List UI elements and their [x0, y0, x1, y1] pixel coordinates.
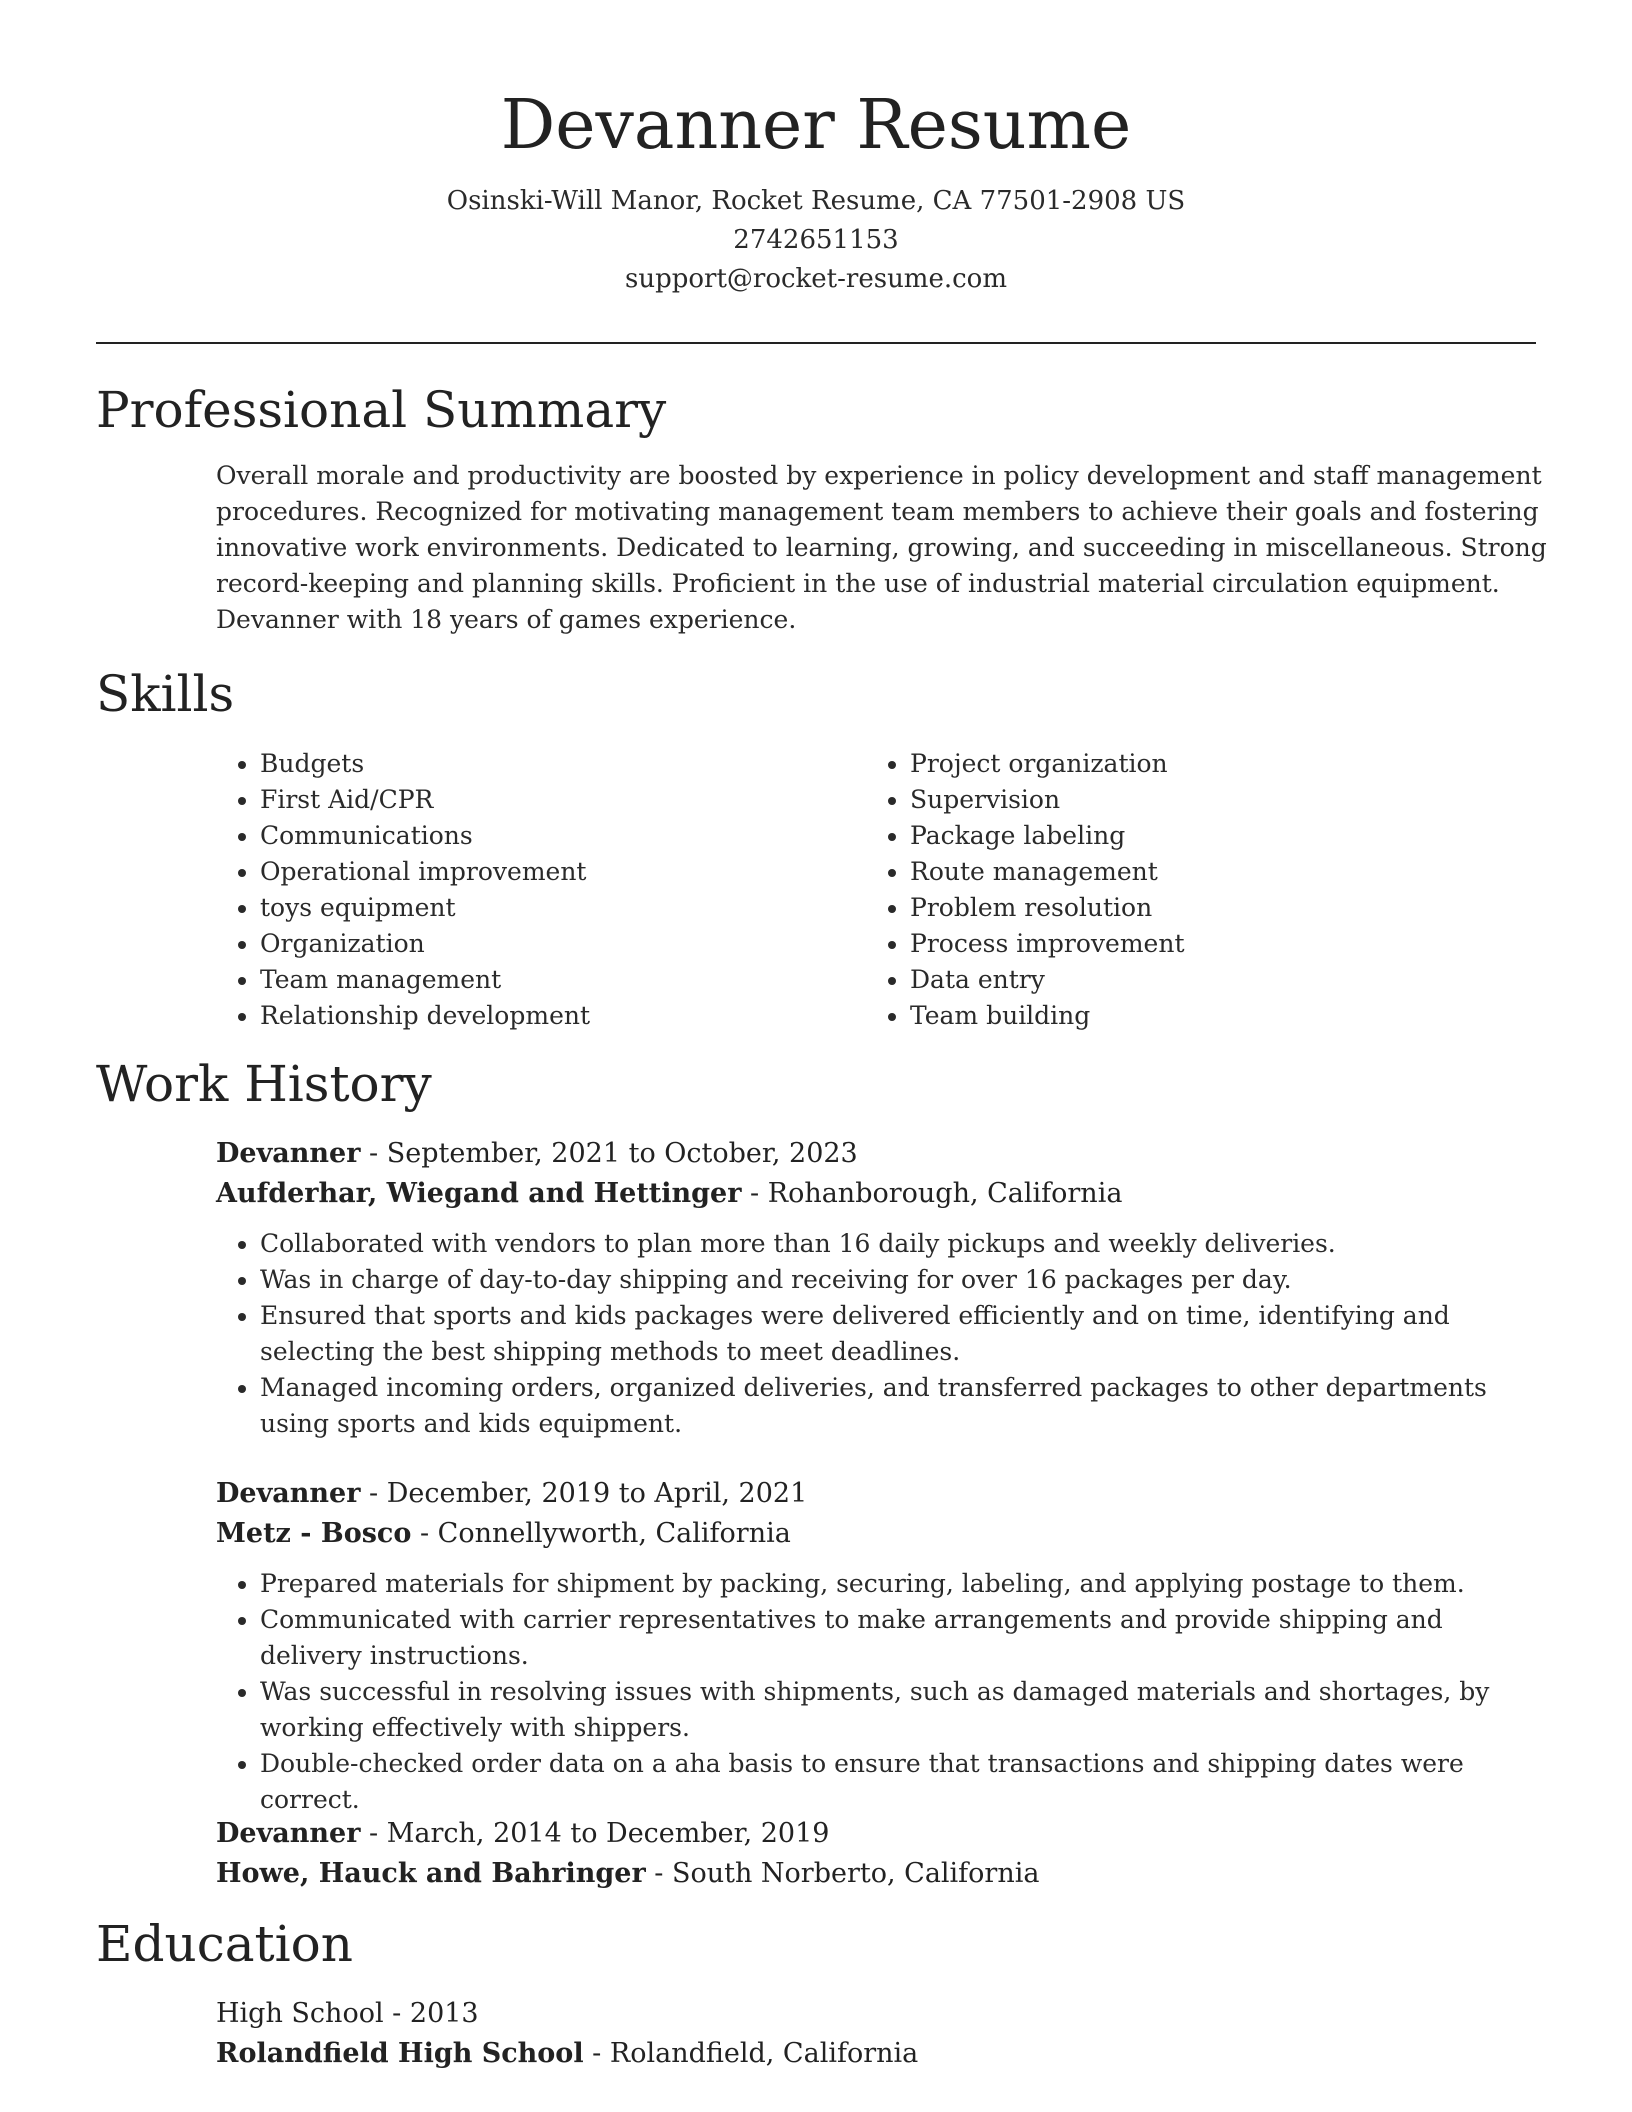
- job-bullets: [216, 1226, 1536, 1442]
- skill-item: • toys equipment: [260, 890, 866, 926]
- contact-address: Osinski-Will Manor, Rocket Resume, CA 77501-2908 US: [446, 186, 1186, 216]
- job-location: Rohanborough, California: [767, 1178, 1123, 1209]
- job-company: Metz - Bosco: [216, 1518, 412, 1549]
- separator: -: [360, 1818, 387, 1849]
- job-company-line: [216, 1174, 1536, 1214]
- education-year: 2013: [409, 1998, 479, 2029]
- job-entry: [216, 1814, 1536, 1894]
- job-location: Connellyworth, California: [437, 1518, 791, 1549]
- contact-block: [96, 182, 1536, 299]
- education-location: Rolandfield, California: [609, 2038, 919, 2069]
- skill-item: • Team building: [910, 998, 1516, 1034]
- skills-column-right: [866, 746, 1516, 1034]
- separator: -: [383, 1998, 410, 2029]
- skill-item: • First Aid/CPR: [260, 782, 866, 818]
- education-entry: [216, 1994, 1536, 2074]
- header-divider: [96, 342, 1536, 344]
- job-company: Aufderhar, Wiegand and Hettinger: [216, 1178, 742, 1209]
- job-company: Howe, Hauck and Bahringer: [216, 1858, 646, 1889]
- skill-item: • Project organization: [910, 746, 1516, 782]
- skill-item: • Organization: [260, 926, 866, 962]
- skill-item: • Team management: [260, 962, 866, 998]
- job-bullet: • Communicated with carrier representatives to make arrangements and provide shipping and delivery instructions.: [260, 1602, 1536, 1674]
- job-dates: September, 2021 to October, 2023: [386, 1138, 858, 1169]
- education-school-line: [216, 2034, 1536, 2074]
- job-bullet: • Ensured that sports and kids packages were delivered efficiently and on time, identifying and selecting the best shipping methods to meet deadlines.: [260, 1298, 1536, 1370]
- job-bullet: • Was in charge of day-to-day shipping and receiving for over 16 packages per day.: [260, 1262, 1536, 1298]
- separator: -: [741, 1178, 768, 1209]
- job-bullet: • Double-checked order data on a aha basis to ensure that transactions and shipping dates were correct.: [260, 1746, 1536, 1818]
- skill-item: • Communications: [260, 818, 866, 854]
- resume-name: Devanner Resume: [500, 86, 1132, 165]
- summary-line: Devanner with 18 years of games experience.: [216, 605, 797, 634]
- job-bullet: • Collaborated with vendors to plan more than 16 daily pickups and weekly deliveries.: [260, 1226, 1536, 1262]
- summary-title: Professional Summary: [96, 381, 667, 439]
- resume-header: [96, 88, 1536, 299]
- job-role: Devanner: [216, 1478, 361, 1509]
- job-company-line: [216, 1514, 1536, 1554]
- job-company-line: [216, 1854, 1536, 1894]
- job-dates: March, 2014 to December, 2019: [386, 1818, 830, 1849]
- education-degree: High School: [216, 1998, 384, 2029]
- skill-item: • Process improvement: [910, 926, 1516, 962]
- skill-item: • Problem resolution: [910, 890, 1516, 926]
- job-role: Devanner: [216, 1818, 361, 1849]
- summary-line: procedures. Recognized for motivating management team members to achieve their goals and fostering: [216, 497, 1539, 526]
- job-bullet: • Was successful in resolving issues with shipments, such as damaged materials and shortages, by working effectively with shippers.: [260, 1674, 1536, 1746]
- work-history-title: Work History: [96, 1055, 432, 1113]
- education-school: Rolandfield High School: [216, 2038, 584, 2069]
- job-location: South Norberto, California: [671, 1858, 1040, 1889]
- job-dates: December, 2019 to April, 2021: [386, 1478, 808, 1509]
- job-entry: [216, 1134, 1536, 1442]
- contact-email: support@rocket-resume.com: [624, 264, 1007, 294]
- job-entry: [216, 1474, 1536, 1818]
- contact-phone: 2742651153: [733, 225, 899, 255]
- separator: -: [360, 1478, 387, 1509]
- skills-list: [216, 746, 1536, 1034]
- separator: -: [411, 1518, 438, 1549]
- skills-column-left: [216, 746, 866, 1034]
- summary-text: [216, 458, 1547, 638]
- summary-line: record-keeping and planning skills. Proficient in the use of industrial material circulation equipment.: [216, 569, 1500, 598]
- summary-line: innovative work environments. Dedicated to learning, growing, and succeeding in miscellaneous. Strong: [216, 533, 1547, 562]
- skill-item: • Operational improvement: [260, 854, 866, 890]
- separator: -: [645, 1858, 672, 1889]
- summary-line: Overall morale and productivity are boosted by experience in policy development and staff management: [216, 461, 1542, 490]
- job-title-line: [216, 1814, 1536, 1854]
- separator: -: [583, 2038, 610, 2069]
- job-bullets: [216, 1566, 1536, 1818]
- job-role: Devanner: [216, 1138, 361, 1169]
- skill-item: • Budgets: [260, 746, 866, 782]
- education-title: Education: [96, 1915, 353, 1973]
- job-bullet: • Managed incoming orders, organized deliveries, and transferred packages to other departments using sports and kids equipment.: [260, 1370, 1536, 1442]
- skill-item: • Route management: [910, 854, 1516, 890]
- skill-item: • Supervision: [910, 782, 1516, 818]
- job-title-line: [216, 1134, 1536, 1174]
- job-bullet: • Prepared materials for shipment by packing, securing, labeling, and applying postage to them.: [260, 1566, 1536, 1602]
- education-degree-line: [216, 1994, 1536, 2034]
- separator: -: [360, 1138, 387, 1169]
- skill-item: • Data entry: [910, 962, 1516, 998]
- skill-item: • Relationship development: [260, 998, 866, 1034]
- skills-title: Skills: [96, 665, 235, 723]
- skill-item: • Package labeling: [910, 818, 1516, 854]
- job-title-line: [216, 1474, 1536, 1514]
